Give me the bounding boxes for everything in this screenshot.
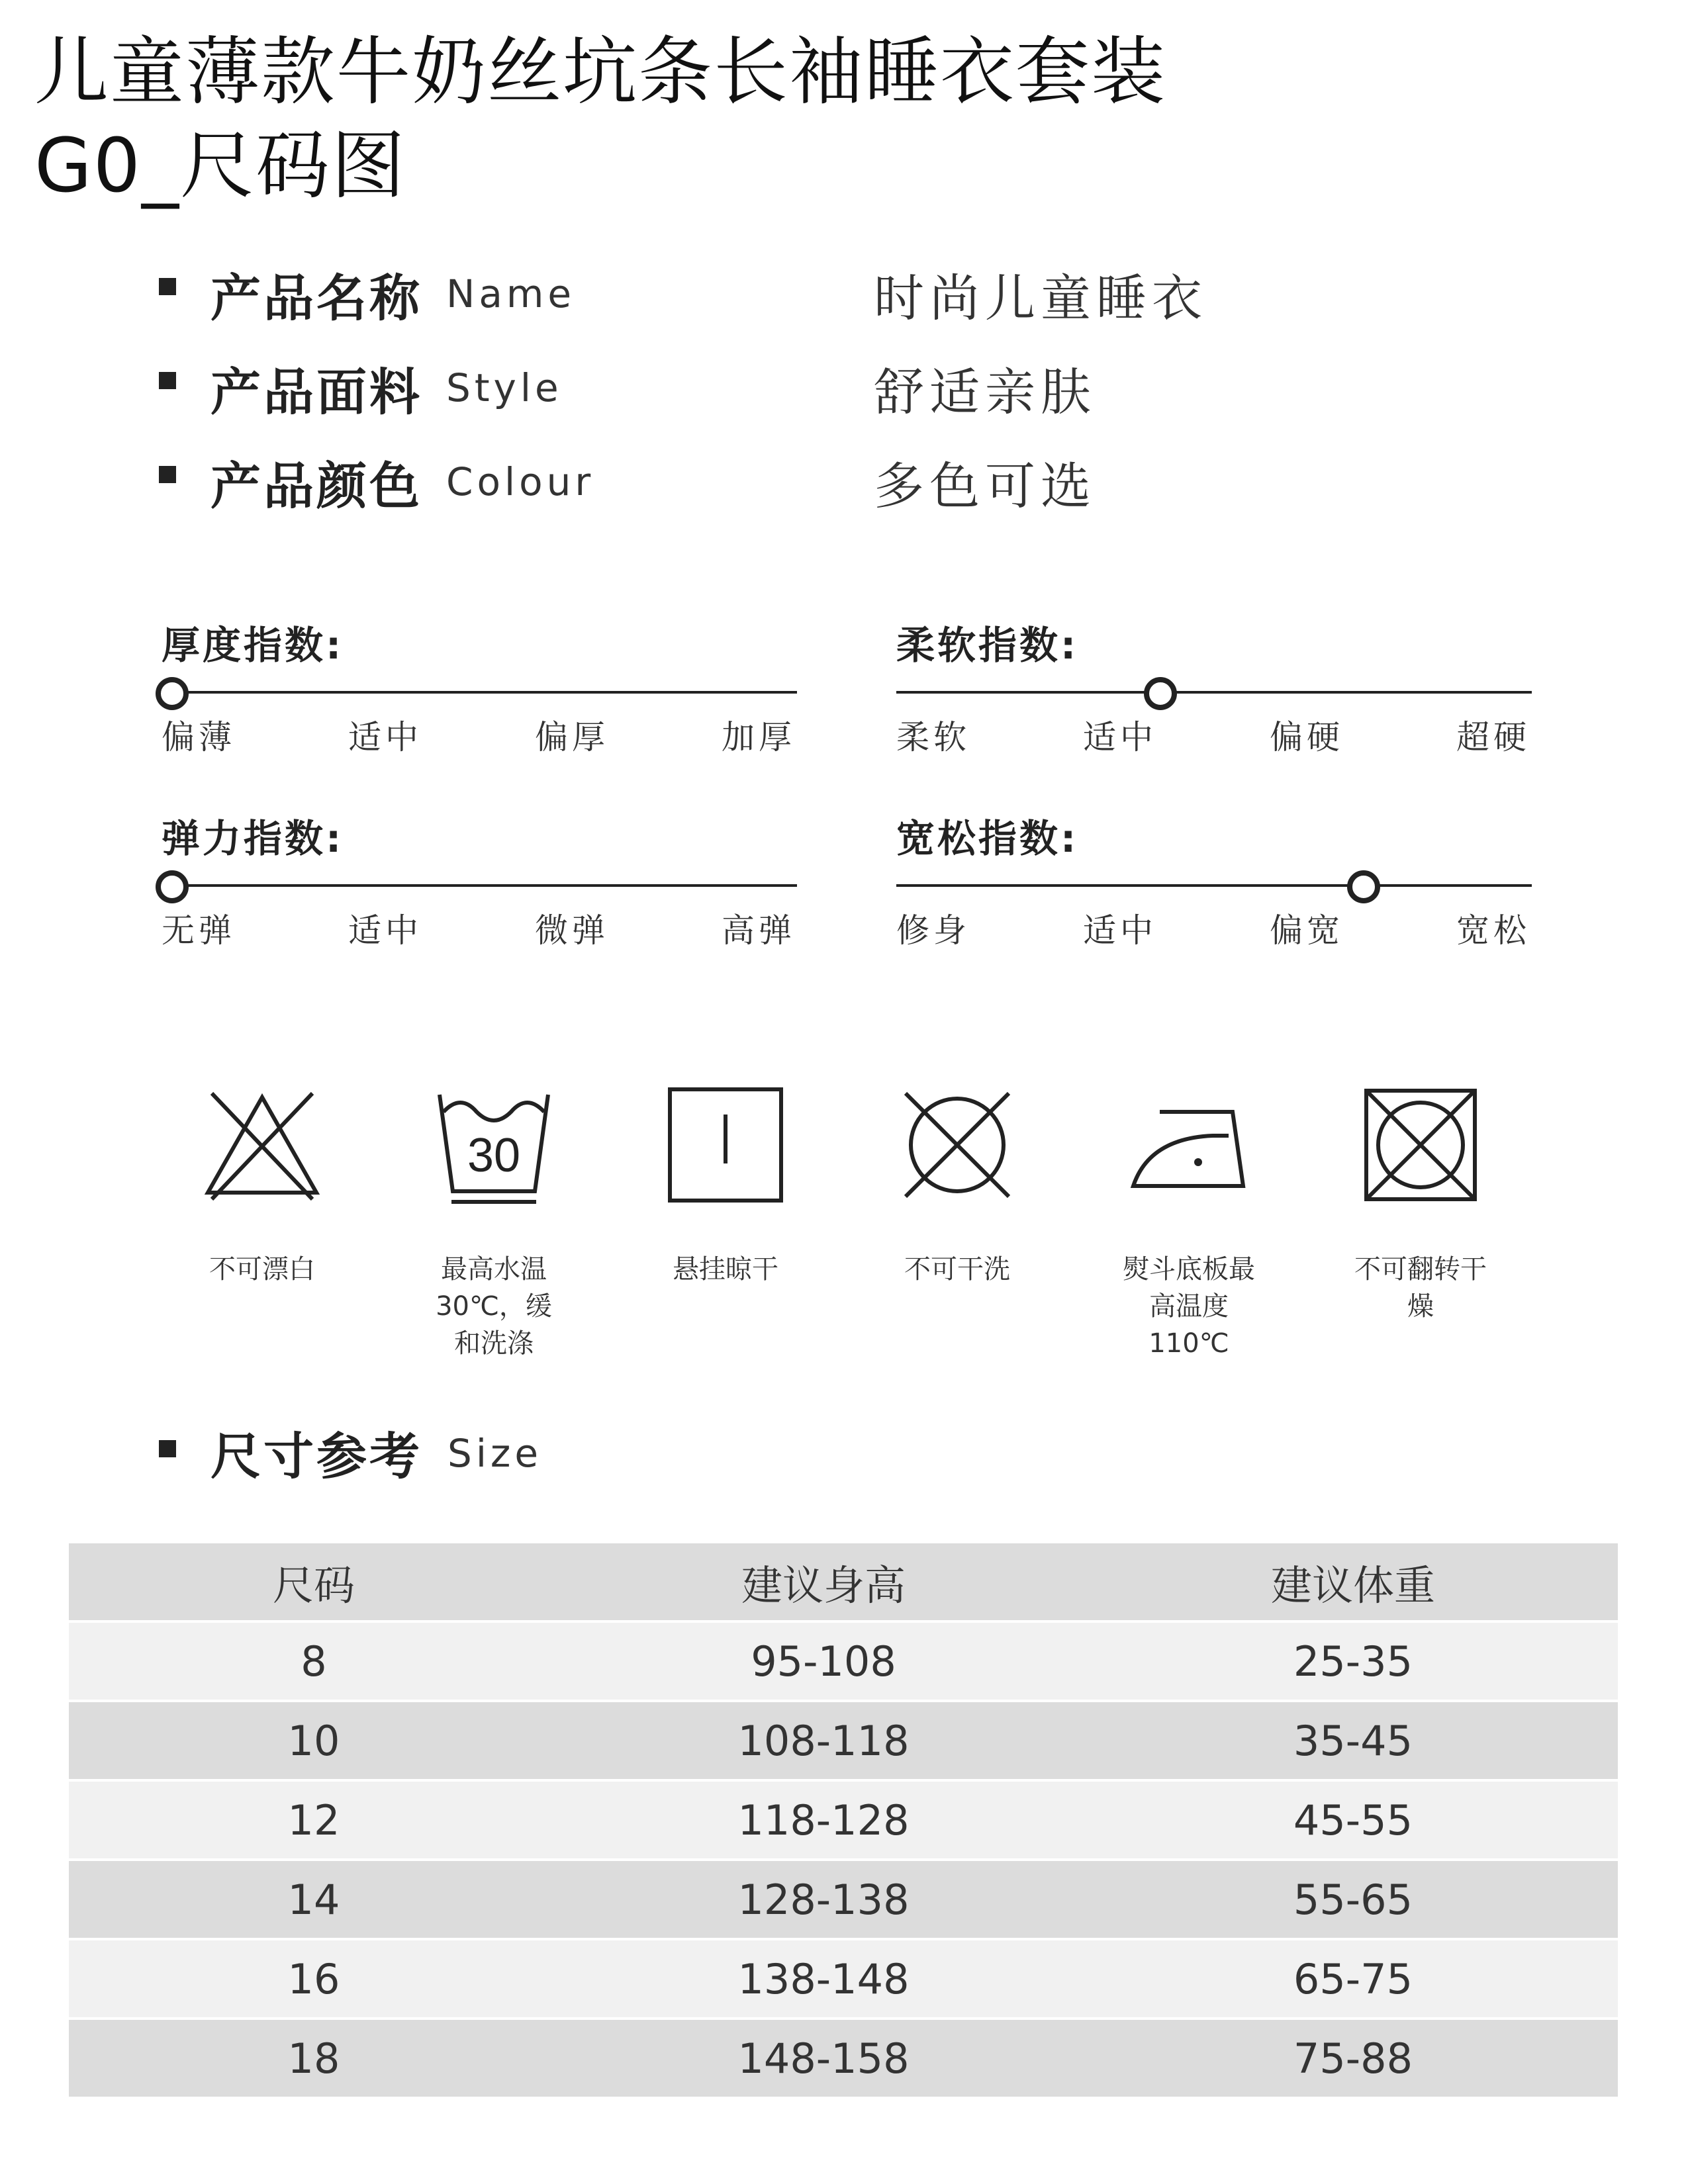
table-row <box>69 1701 1618 1780</box>
index-title: 宽松指数: <box>896 816 1079 861</box>
index-track <box>162 691 797 694</box>
care-label-line: 和洗涤 <box>454 1328 534 1359</box>
index-track <box>896 691 1532 694</box>
table-row <box>69 1860 1618 1939</box>
softness-index <box>896 614 1532 766</box>
weight-cell: 65-75 <box>1293 1954 1413 2003</box>
table-row <box>69 1621 1618 1701</box>
table-header-row <box>69 1543 1618 1621</box>
looseness-index <box>896 807 1532 960</box>
page-title <box>34 25 1166 213</box>
weight-cell: 75-88 <box>1293 2034 1413 2083</box>
wash-30-icon <box>434 1085 553 1205</box>
column-header: 建议身高 <box>741 1561 906 1610</box>
info-value: 舒适亲肤 <box>874 363 1096 422</box>
index-level: 超硬 <box>1456 718 1530 756</box>
index-knob <box>1347 870 1380 903</box>
title-line-1: 儿童薄款牛奶丝坑条长袖睡衣套装 <box>34 29 1166 115</box>
bullet-icon <box>159 278 176 295</box>
care-label-line: 悬挂晾干 <box>673 1254 778 1285</box>
care-label-line: 不可干洗 <box>904 1254 1010 1285</box>
care-label <box>878 1251 1037 1288</box>
index-level: 宽松 <box>1456 911 1530 950</box>
info-row-colour <box>159 439 1417 516</box>
size-cell: 12 <box>287 1796 340 1844</box>
care-label <box>414 1251 573 1362</box>
index-knob <box>1144 677 1177 710</box>
weight-cell: 25-35 <box>1293 1637 1413 1686</box>
no-bleach-icon <box>203 1085 322 1205</box>
title-line-2: G0_尺码图 <box>34 123 407 209</box>
index-title: 弹力指数: <box>162 816 344 861</box>
index-level: 适中 <box>348 718 422 756</box>
height-cell: 118-128 <box>737 1796 910 1844</box>
bullet-icon <box>159 372 176 389</box>
index-track <box>162 884 797 887</box>
info-row-style <box>159 345 1417 422</box>
index-title: 厚度指数: <box>162 623 344 668</box>
height-cell: 95-108 <box>751 1637 896 1686</box>
care-label-line: 最高水温 <box>441 1254 547 1285</box>
height-cell: 128-138 <box>737 1875 910 1924</box>
no-tumble-dry-icon <box>1361 1085 1480 1205</box>
care-label-line: 熨斗底板最 <box>1123 1254 1255 1285</box>
no-dry-clean-icon <box>898 1085 1017 1205</box>
weight-cell: 55-65 <box>1293 1875 1413 1924</box>
index-level: 适中 <box>1083 911 1157 950</box>
index-level: 偏薄 <box>162 718 236 756</box>
table-row <box>69 1780 1618 1860</box>
size-cell: 16 <box>287 1954 340 2003</box>
care-label <box>1109 1251 1268 1362</box>
size-cell: 10 <box>287 1716 340 1765</box>
size-section-heading <box>159 1410 755 1486</box>
info-row-name <box>159 251 1417 328</box>
index-level: 柔软 <box>896 718 970 756</box>
care-label-line: 不可翻转干 <box>1354 1254 1487 1285</box>
height-cell: 148-158 <box>737 2034 910 2083</box>
index-title: 柔软指数: <box>896 623 1079 668</box>
iron-low-icon <box>1129 1085 1248 1205</box>
hang-dry-icon <box>666 1085 785 1205</box>
weight-cell: 35-45 <box>1293 1716 1413 1765</box>
info-label-en: Style <box>446 365 563 410</box>
index-level: 修身 <box>896 911 970 950</box>
elasticity-index <box>162 807 797 960</box>
size-cell: 14 <box>287 1875 340 1924</box>
column-header: 尺码 <box>272 1561 355 1610</box>
info-label-en: Name <box>446 271 576 316</box>
thickness-index <box>162 614 797 766</box>
size-cell: 8 <box>301 1637 327 1686</box>
height-cell: 108-118 <box>737 1716 910 1765</box>
care-label-line: 燥 <box>1407 1291 1434 1322</box>
index-level: 无弹 <box>162 911 236 950</box>
index-knob <box>156 870 189 903</box>
wash-temp-text: 30 <box>467 1129 521 1182</box>
index-level: 微弹 <box>535 911 609 950</box>
bullet-icon <box>159 1440 176 1457</box>
index-knob <box>156 677 189 710</box>
table-row <box>69 1939 1618 2019</box>
care-label <box>1341 1251 1500 1325</box>
size-cell: 18 <box>287 2034 340 2083</box>
index-level: 适中 <box>1083 718 1157 756</box>
size-label-en: Size <box>447 1431 543 1476</box>
weight-cell: 45-55 <box>1293 1796 1413 1844</box>
size-table <box>69 1543 1618 2097</box>
height-cell: 138-148 <box>737 1954 910 2003</box>
index-level: 适中 <box>348 911 422 950</box>
info-value: 时尚儿童睡衣 <box>874 269 1207 328</box>
care-label-line: 不可漂白 <box>209 1254 315 1285</box>
index-track <box>896 884 1532 887</box>
index-level: 偏宽 <box>1270 911 1344 950</box>
care-label-line: 高温度 <box>1149 1291 1229 1322</box>
index-level: 高弹 <box>722 911 796 950</box>
care-label-line: 30℃，缓 <box>436 1291 552 1322</box>
size-label-cn: 尺寸参考 <box>211 1427 422 1486</box>
index-level: 偏硬 <box>1270 718 1344 756</box>
info-label-en: Colour <box>446 459 595 504</box>
care-label-line: 110℃ <box>1149 1328 1229 1359</box>
info-label-cn: 产品面料 <box>211 363 422 422</box>
info-label-cn: 产品颜色 <box>211 457 422 516</box>
info-label-cn: 产品名称 <box>211 269 422 328</box>
index-level: 偏厚 <box>535 718 609 756</box>
index-level: 加厚 <box>722 718 796 756</box>
column-header: 建议体重 <box>1270 1561 1435 1610</box>
info-value: 多色可选 <box>874 457 1096 516</box>
care-label <box>646 1251 805 1288</box>
bullet-icon <box>159 466 176 483</box>
table-row <box>69 2019 1618 2097</box>
care-label <box>183 1251 342 1288</box>
